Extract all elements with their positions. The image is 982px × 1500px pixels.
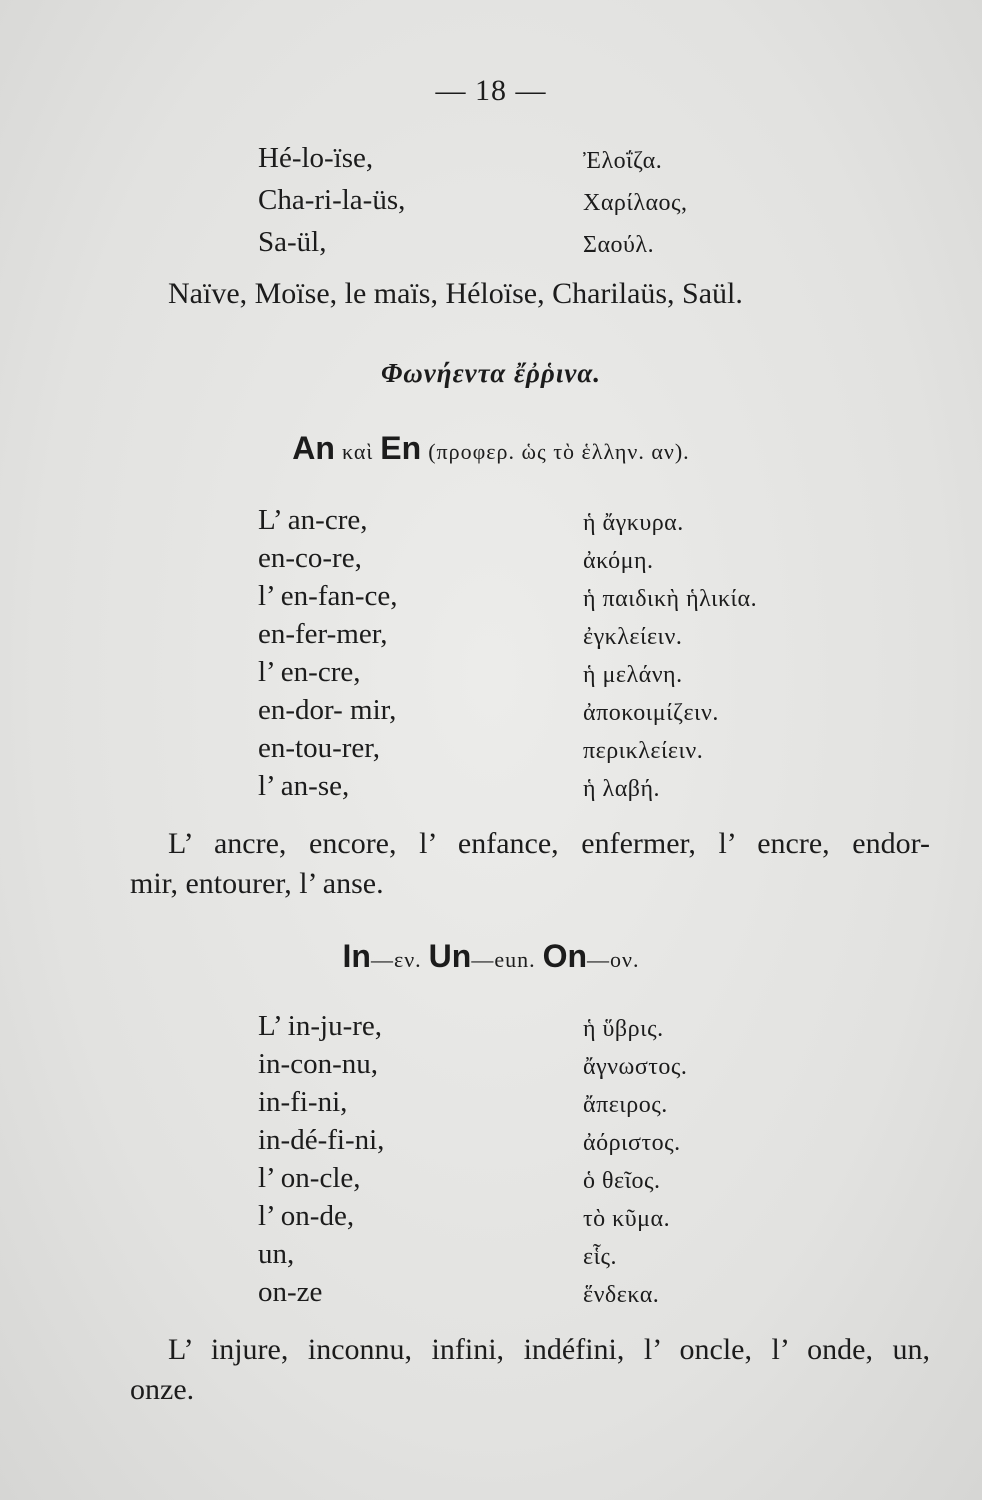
greek-translation: ἄπειρος. [583,1092,668,1118]
greek-translation: ὁ θεῖος. [583,1168,661,1194]
page-number: — 18 — [435,74,547,107]
french-word: Sa-ül, [258,226,327,258]
greek-translation: τὸ κῦμα. [583,1206,671,1232]
french-word: l’ on-cle, [258,1162,361,1194]
french-word: l’ en-cre, [258,656,361,688]
summary-paragraph: Naïve, Moïse, le maïs, Héloïse, Charilaüs, Saül. [168,277,743,310]
french-word: en-tou-rer, [258,732,381,764]
french-word: in-dé-fi-ni, [258,1124,385,1156]
greek-translation: Ἐλοΐζα. [583,148,663,174]
french-word: en-dor- mir, [258,694,397,726]
greek-translation: ἡ παιδικὴ ἡλικία. [583,586,758,612]
heading-en: En [380,430,422,466]
section-heading: Φωνήεντα ἔῤῥινα. [380,358,602,388]
heading-in: In [342,938,371,974]
french-word: l’ on-de, [258,1200,355,1232]
summary-line: L’ ancre, encore, l’ enfance, enfermer, l’ encre, endor- [168,827,930,860]
heading-un: Un [428,938,472,974]
greek-translation: ἡ λαβή. [583,776,661,802]
summary-line: L’ injure, inconnu, infini, indéfini, l’ oncle, l’ onde, un, [168,1333,930,1366]
heading-un-greek: —eun. [471,947,536,972]
french-word: l’ an-se, [258,770,350,802]
summary-line: mir, entourer, l’ anse. [130,867,384,900]
greek-translation: ἐγκλείειν. [583,624,683,650]
subsection-heading [0,430,982,467]
heading-kai: καὶ [341,439,374,464]
greek-translation: ἄγνωστος. [583,1054,688,1080]
greek-translation: περικλείειν. [583,738,704,764]
greek-translation: ἡ ὕβρις. [583,1016,664,1042]
greek-translation: ἡ ἄγκυρα. [583,510,684,536]
heading-an: An [292,430,335,466]
french-word: L’ an-cre, [258,504,368,536]
french-word: Cha-ri-la-üs, [258,184,406,216]
greek-translation: εἷς. [583,1244,618,1270]
heading-on: On [542,938,588,974]
greek-translation: ἕνδεκα. [583,1282,660,1308]
french-word: L’ in-ju-re, [258,1010,383,1042]
heading-in-greek: —εν. [370,947,422,972]
greek-translation: Χαρίλαος, [583,190,688,216]
greek-translation: ἀποκοιμίζειν. [583,700,719,726]
heading-note: (προφερ. ὡς τὸ ἑλλην. αν). [428,439,690,464]
greek-translation: ἀόριστος. [583,1130,681,1156]
subsection-heading [0,938,982,975]
french-word: l’ en-fan-ce, [258,580,398,612]
heading-on-greek: —ον. [587,947,640,972]
greek-translation: ἀκόμη. [583,548,654,574]
greek-translation: ἡ μελάνη. [583,662,683,688]
french-word: un, [258,1238,295,1270]
french-word: en-co-re, [258,542,362,574]
french-word: Hé-lo-ïse, [258,142,374,174]
french-word: on-ze [258,1276,323,1308]
french-word: en-fer-mer, [258,618,388,650]
french-word: in-con-nu, [258,1048,378,1080]
french-word: in-fi-ni, [258,1086,348,1118]
greek-translation: Σαούλ. [583,232,655,258]
summary-line: onze. [130,1373,195,1406]
